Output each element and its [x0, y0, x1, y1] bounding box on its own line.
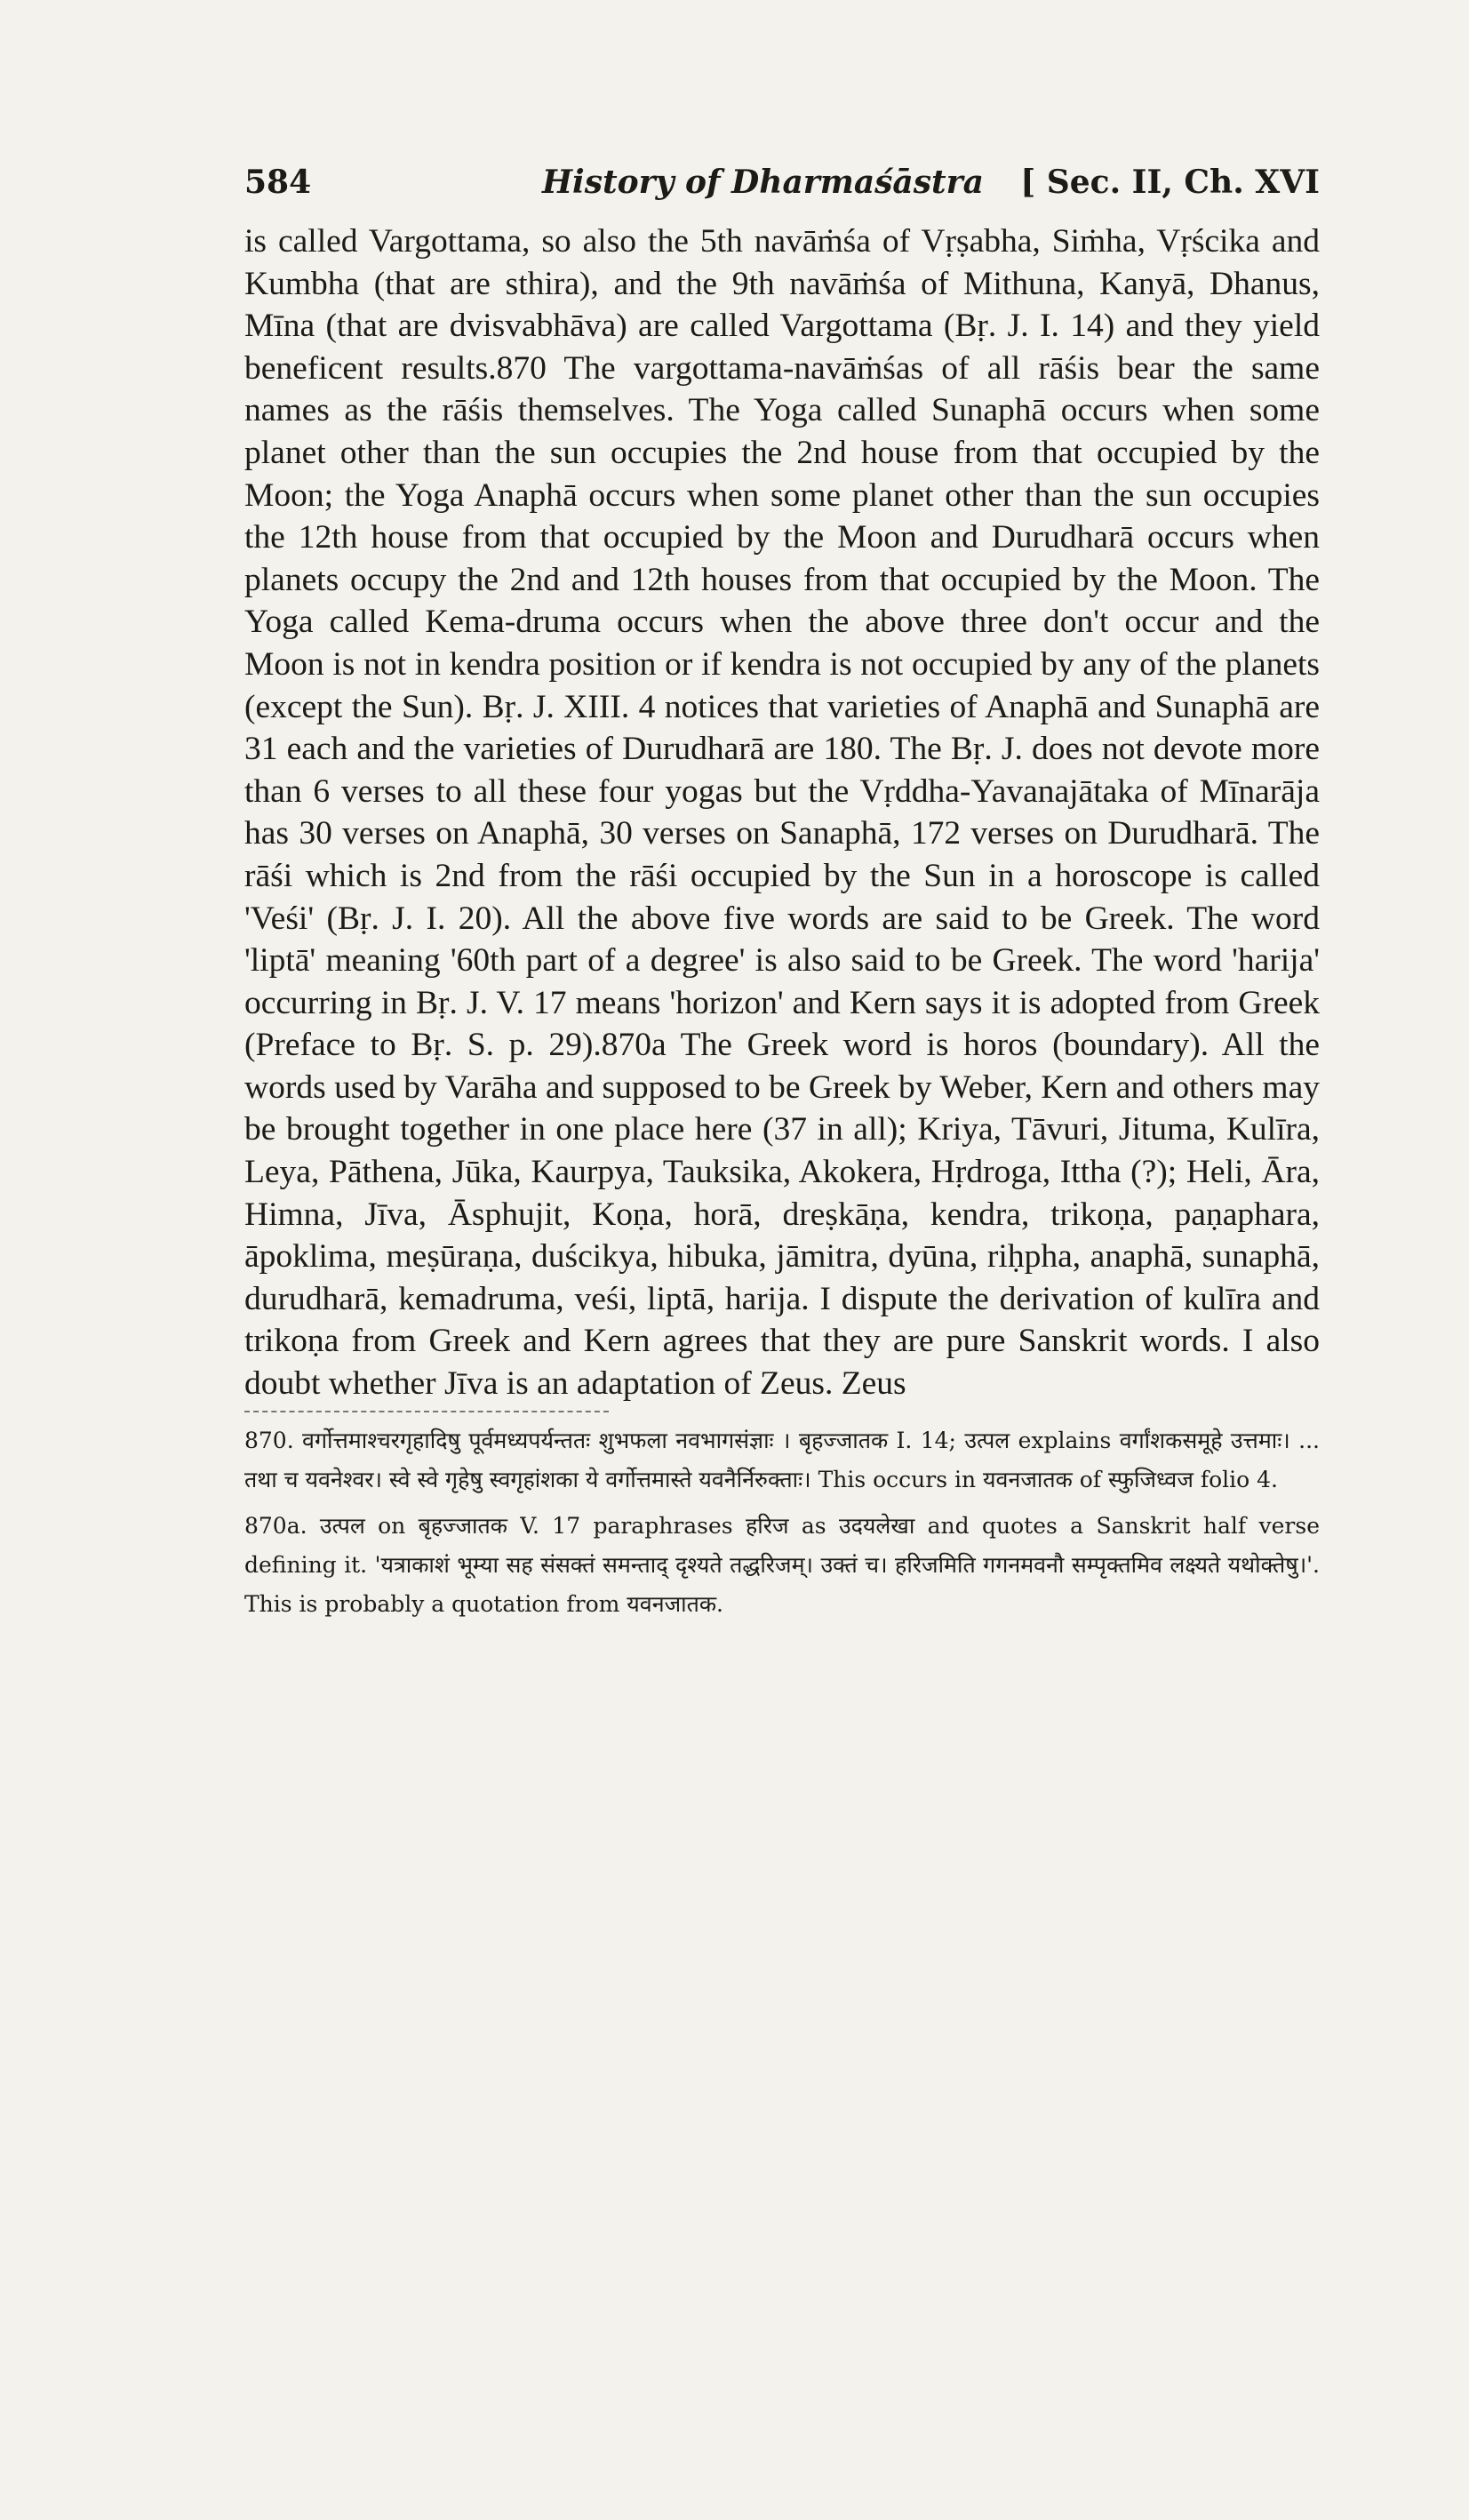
footnote-870: 870. वर्गोत्तमाश्चरगृहादिषु पूर्वमध्यपर्यन्ततः शुभफला नवभागसंज्ञाः । बृहज्जातक I. 14; उत्पल explains वर्गांशकसमूहे उत्तमाः। ... तथा च यवनेश्वर। स्वे स्वे गृहेषु स्वगृहांशका ये वर्गोत्तमास्ते यवनैर्निरुक्ताः। This occurs in यवनजातक of स्फुजिध्वज folio 4. [244, 1427, 1320, 1492]
section-reference: [ Sec. II, Ch. XVI [1020, 164, 1320, 201]
book-page [244, 160, 1320, 1631]
page-number: 584 [244, 164, 312, 201]
footnote-870a: 870a. उत्पल on बृहज्जातक V. 17 paraphrases हरिज as उदयलेखा and quotes a Sanskrit half verse defining it. 'यत्राकाशं भूम्या सह संसक्तं समन्ताद् दृश्यते तद्धरिजम्। उक्तं च। हरिजमिति गगनमवनौ सम्पृक्तमिव लक्ष्यते यथोक्तेषु।'. This is probably a quotation from यवनजातक. [244, 1512, 1320, 1617]
main-paragraph: is called Vargottama, so also the 5th navāṁśa of Vṛṣabha, Siṁha, Vṛścika and Kumbha (that are sthira), and the 9th navāṁśa of Mithuna, Kanyā, Dhanus, Mīna (that are dvisvabhāva) are called Vargottama (Bṛ. J. I. 14) and they yield beneficent results.870 The vargottama-navāṁśas of all rāśis bear the same names as the rāśis themselves. The Yoga called Sunaphā occurs when some planet other than the sun occupies the 2nd house from that occupied by the Moon; the Yoga Anaphā occurs when some planet other than the sun occupies the 12th house from that occupied by the Moon and Durudharā occurs when planets occupy the 2nd and 12th houses from that occupied by the Moon. The Yoga called Kema-druma occurs when the above three don't occur and the Moon is not in kendra position or if kendra is not occupied by any of the planets (except the Sun). Bṛ. J. XIII. 4 notices that varieties of Anaphā and Sunaphā are 31 each and the varieties of Durudharā are 180. The Bṛ. J. does not devote more than 6 verses to all these four yogas but the Vṛddha-Yavanajātaka of Mīnarāja has 30 verses on Anaphā, 30 verses on Sanaphā, 172 verses on Durudharā. The rāśi which is 2nd from the rāśi occupied by the Sun in a horoscope is called 'Veśi' (Bṛ. J. I. 20). All the above five words are said to be Greek. The word 'liptā' meaning '60th part of a degree' is also said to be Greek. The word 'harija' occurring in Bṛ. J. V. 17 means 'horizon' and Kern says it is adopted from Greek (Preface to Bṛ. S. p. 29).870a The Greek word is horos (boundary). All the words used by Varāha and supposed to be Greek by Weber, Kern and others may be brought together in one place here (37 in all); Kriya, Tāvuri, Jituma, Kulīra, Leya, Pāthena, Jūka, Kaurpya, Tauksika, Akokera, Hṛdroga, Ittha (?); Heli, Āra, Himna, Jīva, Āsphujit, Koṇa, horā, dreṣkāṇa, kendra, trikoṇa, paṇaphara, āpoklima, meṣūraṇa, duścikya, hibuka, jāmitra, dyūna, riḥpha, anaphā, sunaphā, durudharā, kemadruma, veśi, liptā, harija. I dispute the derivation of kulīra and trikoṇa from Greek and Kern agrees that they are pure Sanskrit words. I also doubt whether Jīva is an adaptation of Zeus. Zeus [244, 223, 1320, 1403]
running-title: History of Dharmaśāstra [542, 164, 984, 201]
running-head [244, 160, 1320, 213]
footnote-divider [244, 1411, 609, 1412]
